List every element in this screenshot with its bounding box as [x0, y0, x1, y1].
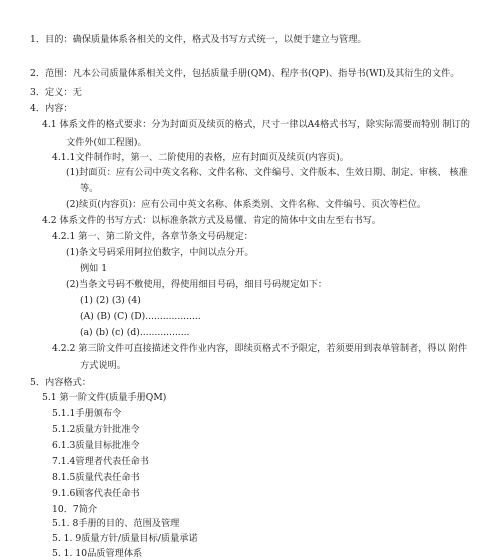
line-cover-page: (1)封面页：应有公司中英文名称、文件名称、文件编号、文件版本、生效日期、制定、审核、 核准: [66, 167, 468, 178]
line-6-1-3: 6.1.3质量目标批准令: [52, 440, 140, 451]
line-4-1-cont: 文件外(如工程图)。: [66, 137, 147, 148]
line-4-1-1: 4.1.1文件制作时，第一、二阶使用的表格，应有封面页及续页(内容页)。: [52, 152, 349, 163]
line-content-heading: 4．内容：: [30, 103, 73, 114]
line-9-1-6: 9.1.6顾客代表任命书: [52, 488, 140, 499]
line-cover-page-cont: 等。: [80, 183, 99, 194]
line-sub-numbering-rule: (2)当条文号码不敷使用，得使用细目号码，细目号码规定如下：: [66, 279, 328, 290]
line-8-1-5: 8.1.5质量代表任命书: [52, 472, 140, 483]
line-continuation-page: (2)续页(内容页)：应有公司中英文名称、体系类别、文件名称、文件编号、页次等栏位。: [66, 199, 427, 210]
line-format-heading: 5．内容格式：: [30, 377, 91, 388]
line-5-1-1: 5.1.1手册颁布令: [52, 408, 122, 419]
line-lower-alpha-items: (a) (b) (c) (d).................: [80, 327, 190, 338]
line-10-7: 10．7简介: [52, 504, 98, 515]
line-4-1: 4.1 体系文件的格式要求：分为封面页及续页的格式，尺寸一律以A4格式书写，除实际需要而特别 制订的: [42, 119, 470, 130]
line-7-1-4: 7.1.4管理者代表任命书: [52, 456, 149, 467]
line-upper-alpha-items: (A) (B) (C) (D)...................: [80, 311, 201, 322]
line-purpose: 1．目的：确保质量体系各相关的文件，格式及书写方式统一，以便于建立与管理。: [30, 34, 367, 45]
line-5-1-10: 5. 1. 10品质管理体系: [52, 548, 143, 559]
line-example: 例如 1: [80, 263, 108, 274]
line-definition: 3．定义：无: [30, 87, 82, 98]
line-5-1-8: 5.1. 8手册的目的、范围及管理: [52, 518, 180, 529]
line-4-2-2: 4.2.2 第三阶文件可直接描述文件作业内容，即续页格式不予限定，若须要用到表单管制者，得以 附件: [52, 343, 468, 354]
line-5-1: 5.1 第一阶文件(质量手册QM): [42, 392, 167, 403]
line-scope: 2．范围：凡本公司质量体系相关文件，包括质量手册(QM)、程序书(QP)、指导书(WI)及其衍生的文件。: [30, 68, 460, 79]
line-numbering-rule: (1)条文号码采用阿拉伯数字，中间以点分开。: [66, 247, 254, 258]
line-5-1-9: 5. 1. 9质量方针/质量目标/质量承诺: [52, 533, 198, 544]
line-numeric-items: (1) (2) (3) (4): [80, 295, 141, 306]
line-5-1-2: 5.1.2质量方针批准令: [52, 424, 140, 435]
line-4-2: 4.2 体系文件的书写方式：以标准条款方式及易懂、肯定的简体中文由左至右书写。: [42, 215, 382, 226]
line-4-2-2-cont: 方式说明。: [80, 360, 126, 371]
line-4-2-1: 4.2.1 第一、第二阶文件，各章节条文号码规定：: [52, 231, 253, 242]
